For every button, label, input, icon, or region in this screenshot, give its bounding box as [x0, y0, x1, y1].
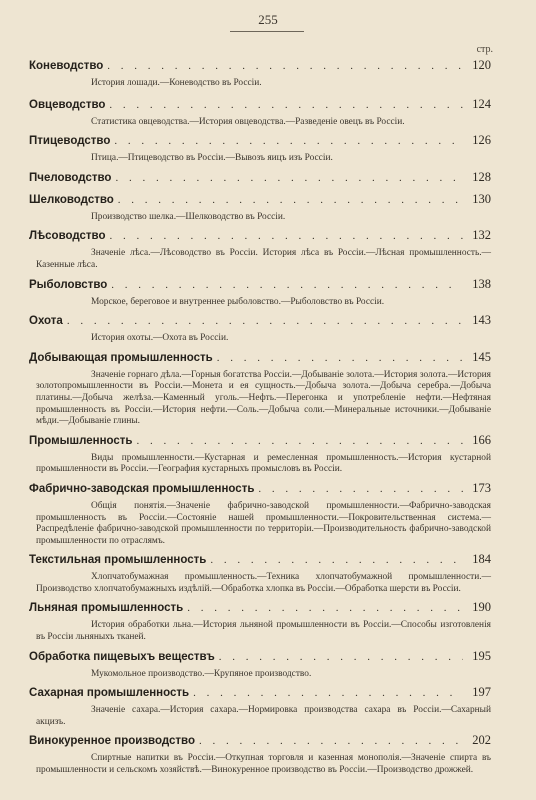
toc-entry	[29, 192, 491, 224]
toc-entry-description: История лошади.—Коневодство въ Россіи.	[91, 78, 262, 88]
toc-entry-page: 184	[472, 552, 491, 567]
dot-leader	[219, 651, 463, 663]
toc-entry-page: 145	[472, 349, 491, 364]
toc-entry	[29, 170, 491, 189]
toc-entry-page: 130	[472, 191, 491, 206]
toc-heading-line	[29, 733, 491, 752]
dot-leader	[114, 135, 463, 147]
toc-entry-title: Добывающая промышленность	[29, 351, 213, 364]
toc-entry-page: 166	[472, 432, 491, 447]
toc-entry-description: История охоты.—Охота въ Россіи.	[91, 333, 229, 344]
toc-entry	[29, 97, 491, 129]
toc-entry	[29, 133, 491, 165]
page-number: 255	[258, 12, 278, 27]
dot-leader	[109, 99, 463, 111]
toc-heading-line	[29, 133, 491, 152]
toc-entry-title: Шелководство	[29, 193, 114, 206]
dot-leader	[115, 172, 463, 184]
dot-leader	[111, 279, 463, 291]
toc-entry-title: Овцеводство	[29, 98, 106, 111]
dot-leader	[217, 352, 463, 364]
toc-entry-title: Текстильная промышленность	[29, 554, 207, 567]
toc-entry	[29, 228, 491, 271]
toc-entry	[29, 649, 491, 681]
toc-entry-title: Птицеводство	[29, 135, 111, 148]
toc-entry	[29, 481, 491, 547]
page-column-label: стр.	[476, 44, 493, 55]
toc-heading-line	[29, 481, 491, 500]
toc-entry-description: Птица.—Птицеводство въ Россіи.—Вывозъ яицъ изъ Россіи.	[91, 153, 333, 164]
dot-leader	[210, 554, 463, 566]
toc-entry-title: Винокуренное производство	[29, 735, 195, 748]
toc-entry-page: 128	[472, 169, 491, 184]
toc-entry	[29, 600, 491, 643]
toc-entry-description: Виды промышленности.—Кустарная и ремесленная промышленность.—История кустарной промышленности въ Россіи.—География кустарныхъ промысловъ въ Россіи.	[36, 452, 491, 475]
toc-heading-line	[29, 58, 491, 77]
toc-entry-description: История обработки льна.—История льняной промышленности въ Россіи.—Способы изготовленія въ Россіи льняныхъ тканей.	[36, 620, 491, 643]
dot-leader	[193, 687, 463, 699]
toc-entry-title: Пчеловодство	[29, 171, 112, 184]
toc-entry-page: 138	[472, 276, 491, 291]
toc-heading-line	[29, 685, 491, 704]
toc-heading-line	[29, 649, 491, 668]
toc-entry-title: Льняная промышленность	[29, 602, 184, 615]
toc-entry-description: Значеніе горнаго дѣла.—Горныя богатства Россіи.—Добываніе золота.—История золота.—История золотопромышленности въ Россіи.—Монета и ея сущность.—Добыча золота.—Добыча серебра.—Добыча платины.—Добыча желѣза.—Каменный уголь.—Нефть.—Перегонка и употребленіе нефти.—Нефтяная промышленность въ Россіи.—История нефти.—Соль.—Добыча соли.—Минеральные источники.—Добываніе мѣди.—Добываніе глины.	[36, 369, 491, 427]
toc-entry-page: 197	[472, 685, 491, 700]
toc-entry	[29, 733, 491, 776]
dot-leader	[118, 194, 463, 206]
toc-heading-line	[29, 97, 491, 116]
toc-entry	[29, 685, 491, 728]
toc-entry-title: Промышленность	[29, 434, 133, 447]
dot-leader	[67, 315, 463, 327]
toc-heading-line	[29, 313, 491, 332]
toc-entry-title: Коневодство	[29, 60, 104, 72]
toc-entry-title: Обработка пищевыхъ веществъ	[29, 650, 215, 663]
toc-entry-description: Морское, береговое и внутреннее рыболовство.—Рыболовство въ Россіи.	[91, 296, 385, 307]
toc-entry-page: 126	[472, 133, 491, 148]
toc-entry-description: Общія понятія.—Значеніе фабрично-заводской промышленности.—Фабрично-заводская промышленность въ Россіи.—Состояніе нашей промышленности.—Покровительственная система.—Распредѣленіе фабрично-заводской промышленности по территоріи.—Производительность фабрично-заводской промышленности по отраслямъ.	[36, 500, 491, 546]
toc-entry	[29, 433, 491, 476]
toc-entry-title: Рыболовство	[29, 278, 108, 291]
toc-entry	[29, 277, 491, 309]
toc-entry-description: Статистика овцеводства.—История овцеводства.—Разведеніе овецъ въ Россіи.	[91, 116, 405, 127]
dot-leader	[107, 60, 463, 72]
toc-entry-description: Значеніе лѣса.—Лѣсоводство въ Россіи. История лѣса въ Россіи.—Лѣсная промышленность.—Казенные лѣса.	[36, 248, 491, 270]
toc-entry	[29, 552, 491, 595]
toc-heading-line	[29, 350, 491, 369]
toc-heading-line	[29, 277, 491, 296]
dot-leader	[109, 230, 463, 242]
toc-entry-title: Сахарная промышленность	[29, 687, 190, 700]
toc-entry-title: Фабрично-заводская промышленность	[29, 482, 255, 495]
toc-entry-title: Лѣсоводство	[29, 230, 106, 243]
toc-entry-title: Охота	[29, 315, 63, 328]
toc-entry	[29, 313, 491, 345]
toc-entry-page: 143	[472, 313, 491, 328]
dot-leader	[187, 602, 463, 614]
toc-entry-page: 195	[472, 648, 491, 663]
toc-entry-description: Мукомольное производство.—Крупяное производство.	[91, 668, 312, 679]
toc-heading-line	[29, 170, 491, 189]
toc-entry-page: 173	[472, 480, 491, 495]
toc-entry-page: 120	[472, 58, 491, 72]
toc-entry-description: Спиртные напитки въ Россіи.—Откупная торговля и казенная монополія.—Значеніе спирта въ промышленности и сельскомъ хозяйствѣ.—Винокуренное производство въ Россіи.—Производство дрожжей.	[36, 753, 491, 776]
page-number-rule	[230, 31, 304, 32]
toc-entry-page: 124	[472, 96, 491, 111]
toc-heading-line	[29, 552, 491, 571]
toc-entry-page: 190	[472, 600, 491, 615]
toc-entry-page: 132	[472, 228, 491, 243]
dot-leader	[199, 735, 463, 747]
toc-entry-description: Производство шелка.—Шелководство въ Россіи.	[91, 211, 286, 222]
toc-entry	[29, 350, 491, 428]
toc-entry-description: Хлопчатобумажная промышленность.—Техника хлопчатобумажной промышленности.—Производство хлопчатобумажныхъ издѣлій.—Обработка хлопка въ Россіи.—Обработка шерсти въ Россіи.	[36, 572, 491, 594]
toc-entry-description: Значеніе сахара.—История сахара.—Нормировка производства сахара въ Россіи.—Сахарный акцизъ.	[36, 705, 491, 727]
toc-list	[29, 58, 491, 782]
dot-leader	[258, 483, 463, 495]
toc-heading-line	[29, 433, 491, 452]
toc-heading-line	[29, 192, 491, 211]
toc-entry-page: 202	[472, 733, 491, 748]
toc-heading-line	[29, 228, 491, 247]
toc-entry	[29, 58, 491, 90]
dot-leader	[137, 435, 464, 447]
toc-heading-line	[29, 600, 491, 619]
